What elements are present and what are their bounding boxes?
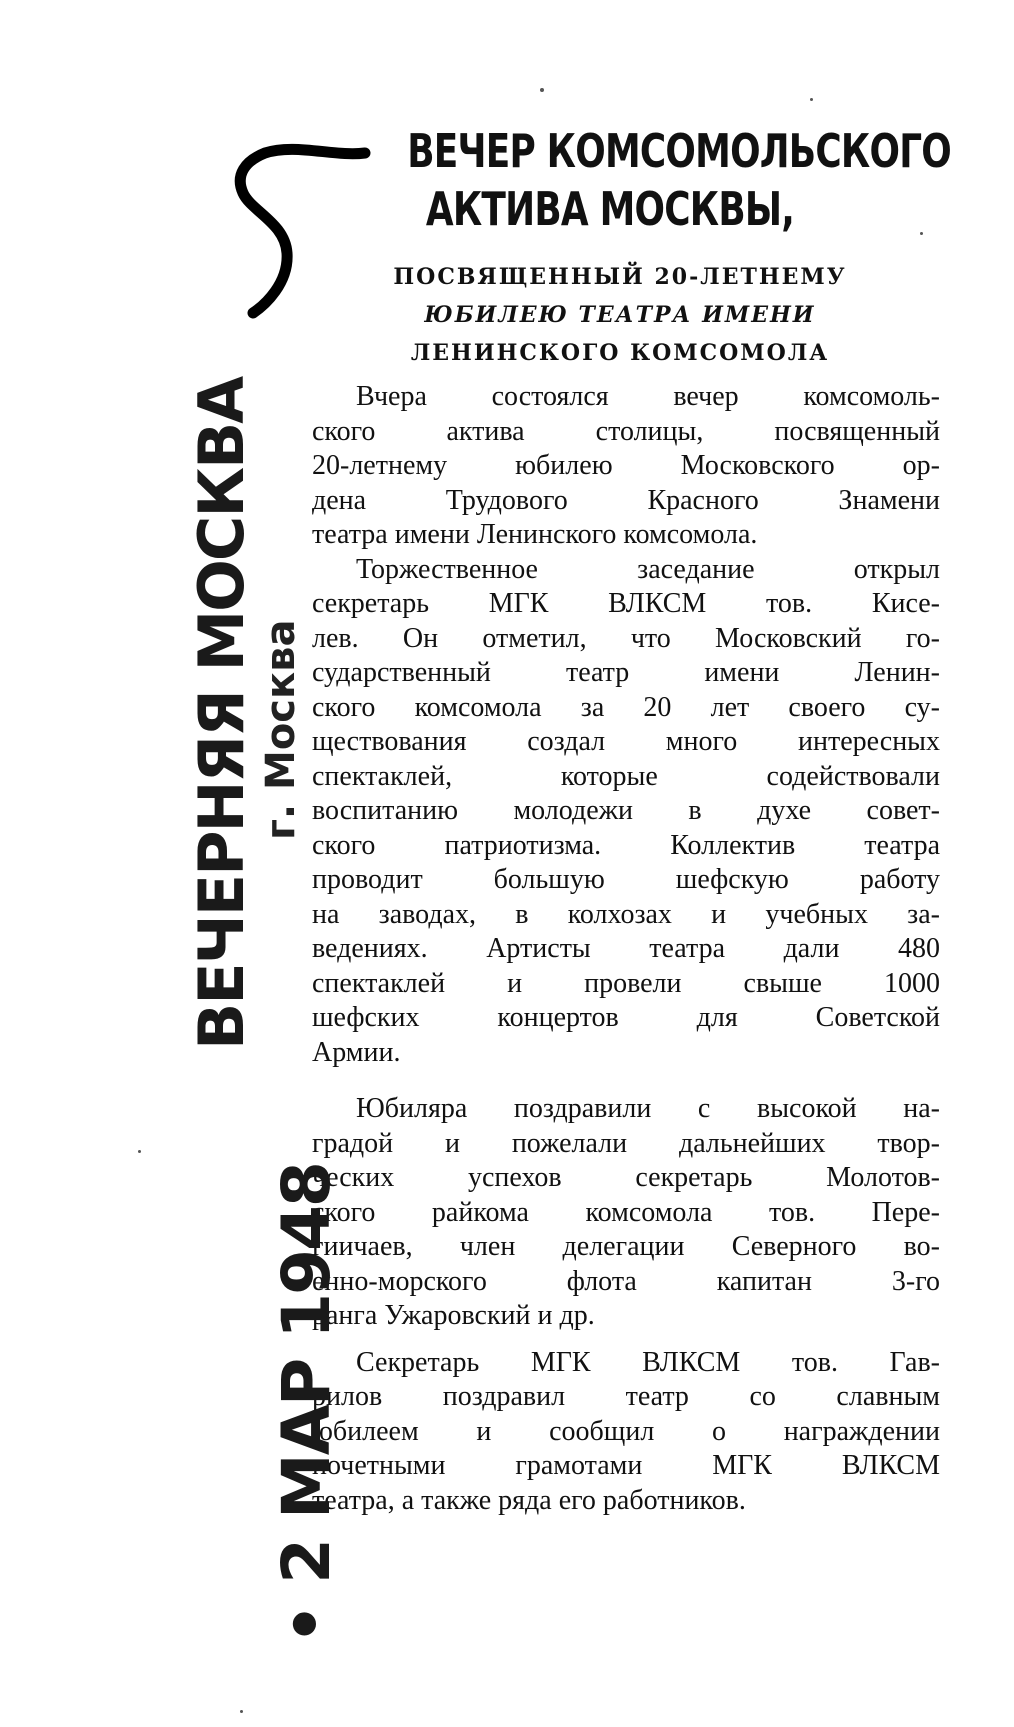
- text-line: Армии.: [312, 1036, 401, 1068]
- text-line: ранга Ужаровский и др.: [312, 1300, 595, 1331]
- text-line: Торжественное заседание открыл: [356, 553, 940, 585]
- paragraph-4: [312, 1346, 940, 1519]
- print-speck: [138, 1150, 141, 1153]
- text-line: градой и пожелали дальнейших твор-: [312, 1127, 940, 1159]
- text-line: ского комсомола за 20 лет своего су-: [312, 691, 940, 723]
- text-line: спектаклей и провели свыше 1000: [312, 967, 940, 999]
- paragraph-1: [312, 380, 940, 553]
- text-line: почетными грамотами МГК ВЛКСМ: [312, 1450, 940, 1481]
- article-body: [312, 380, 940, 1518]
- text-line: ского патриотизма. Коллектив театра: [312, 829, 940, 861]
- text-line: театра, а также ряда его работников.: [312, 1484, 746, 1516]
- text-line: Юбиляра поздравили с высокой на-: [356, 1093, 940, 1124]
- paragraph-2: [312, 553, 940, 1071]
- text-line: рилов поздравил театр со славным: [312, 1381, 940, 1412]
- headline-line: АКТИВА МОСКВЫ,: [425, 182, 795, 236]
- text-line: ческих успехов секретарь Молотов-: [312, 1162, 940, 1193]
- text-line: ского райкома комсомола тов. Пере-: [312, 1196, 940, 1228]
- text-line: воспитанию молодежи в духе совет-: [312, 795, 940, 826]
- print-speck: [920, 232, 923, 235]
- text-line: проводит большую шефскую работу: [312, 864, 940, 895]
- paragraph-gap: [312, 1070, 940, 1092]
- newspaper-name: ВЕЧЕРНЯЯ МОСКВА: [185, 377, 258, 1050]
- text-line: секретарь МГК ВЛКСМ тов. Кисе-: [312, 588, 940, 619]
- publication-date: • 2 МАР 1948: [268, 1163, 345, 1645]
- text-line: дена Трудового Красного Знамени: [312, 484, 940, 516]
- handwritten-number-mark: [225, 135, 375, 325]
- headline-line: ВЕЧЕР КОМСОМОЛЬСКОГО: [407, 124, 952, 178]
- text-line: ведениях. Артисты театра дали 480: [312, 933, 940, 964]
- text-line: шефских концертов для Советской: [312, 1002, 940, 1033]
- text-line: лев. Он отметил, что Московский го-: [312, 622, 940, 654]
- subheadline-line: ПОСВЯЩЕННЫЙ 20-ЛЕТНЕМУ: [393, 264, 847, 290]
- text-line: енно-морского флота капитан 3-го: [312, 1265, 940, 1297]
- paragraph-gap: [312, 1334, 940, 1346]
- subheadline-line: ЮБИЛЕЮ ТЕАТРА ИМЕНИ: [424, 302, 816, 328]
- print-speck: [810, 98, 813, 101]
- paragraph-3: [312, 1092, 940, 1334]
- text-line: ществования создал много интересных: [312, 726, 940, 757]
- subheadline-line: ЛЕНИНСКОГО КОМСОМОЛА: [410, 340, 830, 366]
- text-line: ского актива столицы, посвященный: [312, 415, 940, 447]
- city-name: г. Москва: [258, 619, 304, 840]
- print-speck: [240, 1710, 243, 1713]
- article-headline: [407, 122, 952, 238]
- text-line: 20-летнему юбилею Московского ор-: [312, 450, 940, 481]
- text-line: сударственный театр имени Ленин-: [312, 657, 940, 688]
- text-line: Секретарь МГК ВЛКСМ тов. Гав-: [356, 1346, 940, 1378]
- text-line: на заводах, в колхозах и учебных за-: [312, 898, 940, 930]
- text-line: Вчера состоялся вечер комсомоль-: [356, 381, 940, 412]
- article-subheadline: [360, 258, 880, 372]
- text-line: гиичаев, член делегации Северного во-: [312, 1231, 940, 1262]
- text-line: спектаклей, которые содействовали: [312, 760, 940, 792]
- print-speck: [540, 88, 544, 92]
- text-line: театра имени Ленинского комсомола.: [312, 519, 758, 550]
- text-line: юбилеем и сообщил о награждении: [312, 1415, 940, 1447]
